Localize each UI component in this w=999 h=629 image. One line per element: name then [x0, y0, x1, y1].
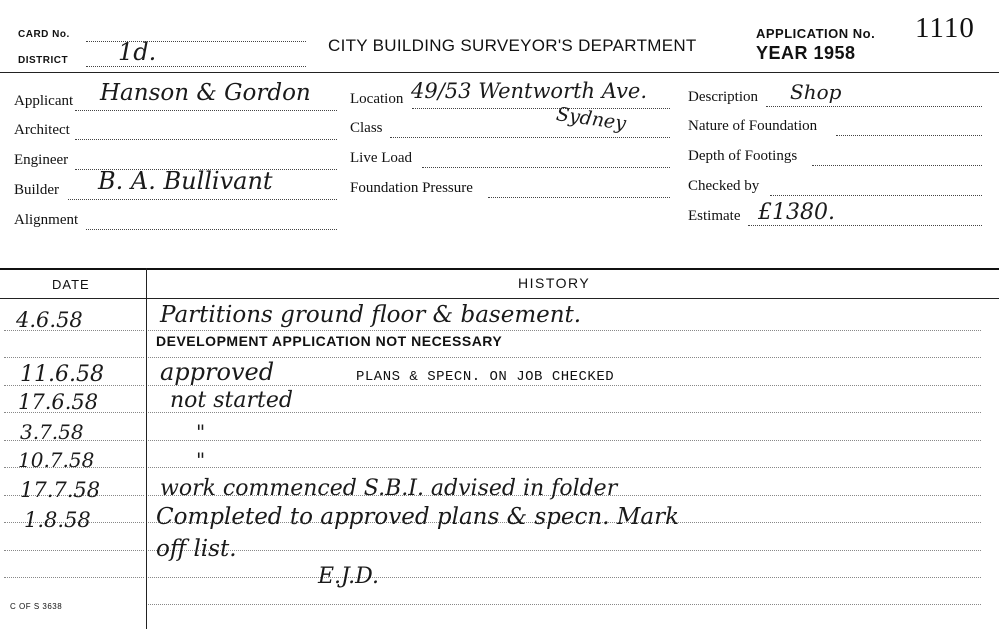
location-value: 49/53 Wentworth Ave.	[411, 79, 648, 103]
typed-note: PLANS & SPECN. ON JOB CHECKED	[356, 369, 615, 385]
date-ruled-line	[4, 550, 144, 551]
history-header: HISTORY	[518, 275, 591, 291]
ruled-line	[148, 467, 981, 468]
architect-label: Architect	[14, 122, 70, 138]
applicant-line	[75, 110, 337, 111]
form-code: C OF S 3638	[10, 602, 63, 611]
architect-line	[75, 139, 337, 140]
history-entry: "	[196, 448, 206, 472]
application-number: 1110	[915, 12, 975, 44]
date-column-divider	[146, 268, 147, 629]
history-entry: not started	[170, 388, 293, 413]
development-stamp: DEVELOPMENT APPLICATION NOT NECESSARY	[156, 333, 503, 349]
history-date: 11.6.58	[20, 362, 104, 387]
signature-initials: E.J.D.	[318, 564, 380, 589]
history-date: 10.7.58	[18, 448, 95, 472]
estimate-label: Estimate	[688, 208, 741, 224]
description-line	[766, 106, 982, 107]
history-entry: Completed to approved plans & specn. Mark	[156, 504, 680, 530]
header-divider	[0, 72, 999, 73]
builder-line	[68, 199, 337, 200]
date-ruled-line	[4, 357, 144, 358]
history-date: 4.6.58	[16, 308, 83, 332]
history-date: 3.7.58	[20, 420, 84, 444]
history-date: 17.7.58	[20, 478, 101, 502]
builder-label: Builder	[14, 182, 59, 198]
depth-of-footings-label: Depth of Footings	[688, 148, 798, 164]
district-line	[86, 66, 306, 67]
class-line	[390, 137, 670, 138]
nature-of-foundation-label: Nature of Foundation	[688, 118, 818, 134]
location-line	[412, 108, 670, 109]
nature-line	[836, 135, 982, 136]
live-load-line	[422, 167, 670, 168]
ruled-line	[148, 577, 981, 578]
history-date: 1.8.58	[24, 508, 91, 532]
date-header: DATE	[52, 277, 90, 292]
live-load-label: Live Load	[350, 150, 413, 166]
district-label: DISTRICT	[18, 55, 69, 66]
ruled-line	[148, 604, 981, 605]
history-date: 17.6.58	[18, 390, 99, 414]
class-value: Sydney	[554, 103, 628, 135]
estimate-line	[748, 225, 982, 226]
applicant-label: Applicant	[14, 93, 74, 109]
history-entry: "	[196, 420, 206, 444]
description-value: Shop	[790, 80, 842, 104]
history-header-border	[0, 298, 999, 299]
location-label: Location	[350, 91, 404, 107]
date-ruled-line	[4, 577, 144, 578]
card-no-label: CARD No.	[18, 29, 70, 40]
ruled-line	[148, 550, 981, 551]
checked-by-label: Checked by	[688, 178, 760, 194]
history-top-border	[0, 268, 999, 270]
applicant-value: Hanson & Gordon	[100, 80, 311, 106]
estimate-value: £1380.	[758, 200, 835, 225]
district-value: 1d.	[118, 38, 157, 66]
application-label: APPLICATION No.	[756, 26, 876, 41]
history-entry: work commenced S.B.I. advised in folder	[160, 476, 618, 501]
history-entry: off list.	[156, 536, 237, 562]
history-entry: Partitions ground floor & basement.	[160, 302, 582, 328]
ruled-line	[148, 440, 981, 441]
builder-value: B. A. Bullivant	[98, 167, 273, 195]
foundation-pressure-line	[488, 197, 670, 198]
alignment-line	[86, 229, 337, 230]
engineer-label: Engineer	[14, 152, 69, 168]
year-label: YEAR 1958	[756, 43, 856, 63]
history-entry: approved	[160, 358, 275, 386]
class-label: Class	[350, 120, 383, 136]
department-title: CITY BUILDING SURVEYOR'S DEPARTMENT	[328, 36, 697, 55]
checked-line	[770, 195, 982, 196]
ruled-line	[148, 330, 981, 331]
depth-line	[812, 165, 982, 166]
alignment-label: Alignment	[14, 212, 79, 228]
description-label: Description	[688, 89, 758, 105]
foundation-pressure-label: Foundation Pressure	[350, 180, 473, 196]
